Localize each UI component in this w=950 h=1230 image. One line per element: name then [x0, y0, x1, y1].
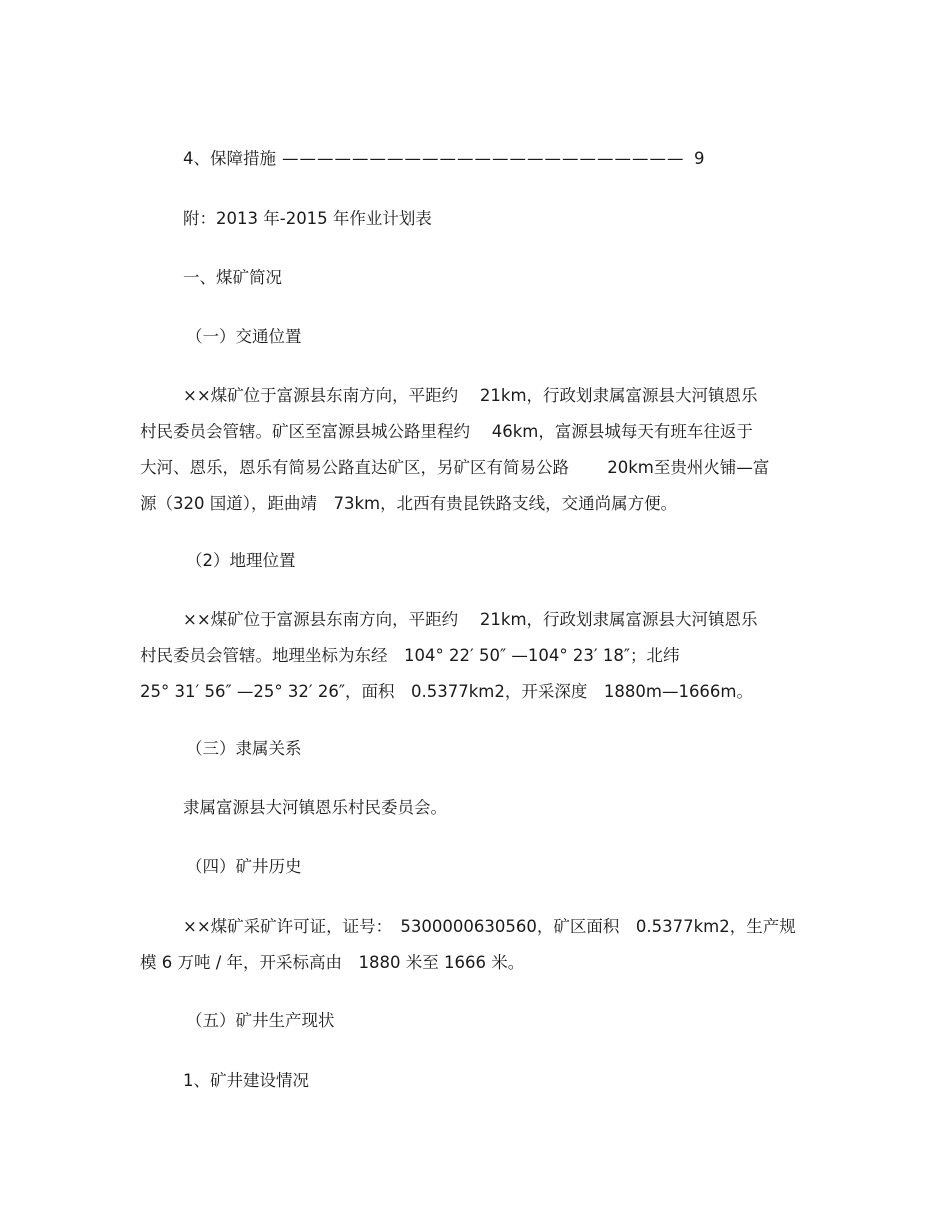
section-heading: 一、煤矿简况	[183, 268, 282, 287]
history-heading: （四）矿井历史	[186, 857, 302, 876]
geo-line: 25° 31′ 56″ —25° 32′ 26″，面积 0.5377km2，开采深度 1880m—1666m。	[140, 682, 754, 701]
traffic-line: 村民委员会管辖。矿区至富源县城公路里程约 46km，富源县城每天有班车往返于	[140, 422, 753, 441]
appendix-line: 附：2013 年-2015 年作业计划表	[183, 209, 432, 228]
history-line: 模 6 万吨 / 年，开采标高由 1880 米至 1666 米。	[140, 953, 525, 972]
geo-line: ××煤矿位于富源县东南方向，平距约 21km，行政划隶属富源县大河镇恩乐	[183, 610, 758, 629]
toc-page-number: 9	[694, 149, 705, 168]
status-heading: （五）矿井生产现状	[186, 1011, 335, 1030]
geo-line: 村民委员会管辖。地理坐标为东经 104° 22′ 50″ —104° 23′ 18″；北纬	[140, 646, 680, 665]
toc-leader-dashes: ———————————————————————	[282, 149, 685, 168]
traffic-line: 源（320 国道），距曲靖 73km，北西有贵昆铁路支线，交通尚属方便。	[140, 494, 678, 513]
history-line: ××煤矿采矿许可证，证号： 5300000630560，矿区面积 0.5377km2，生产规	[183, 917, 796, 936]
traffic-line: ××煤矿位于富源县东南方向，平距约 21km，行政划隶属富源县大河镇恩乐	[183, 386, 758, 405]
traffic-line: 大河、恩乐，恩乐有简易公路直达矿区，另矿区有简易公路 20km至贵州火铺—富	[140, 458, 770, 477]
geo-heading: （2）地理位置	[186, 551, 296, 570]
status-subheading: 1、矿井建设情况	[183, 1071, 309, 1090]
traffic-heading: （一）交通位置	[186, 327, 302, 346]
toc-entry-label: 4、保障措施	[183, 149, 276, 168]
affiliation-text: 隶属富源县大河镇恩乐村民委员会。	[183, 798, 447, 817]
affiliation-heading: （三）隶属关系	[186, 739, 302, 758]
